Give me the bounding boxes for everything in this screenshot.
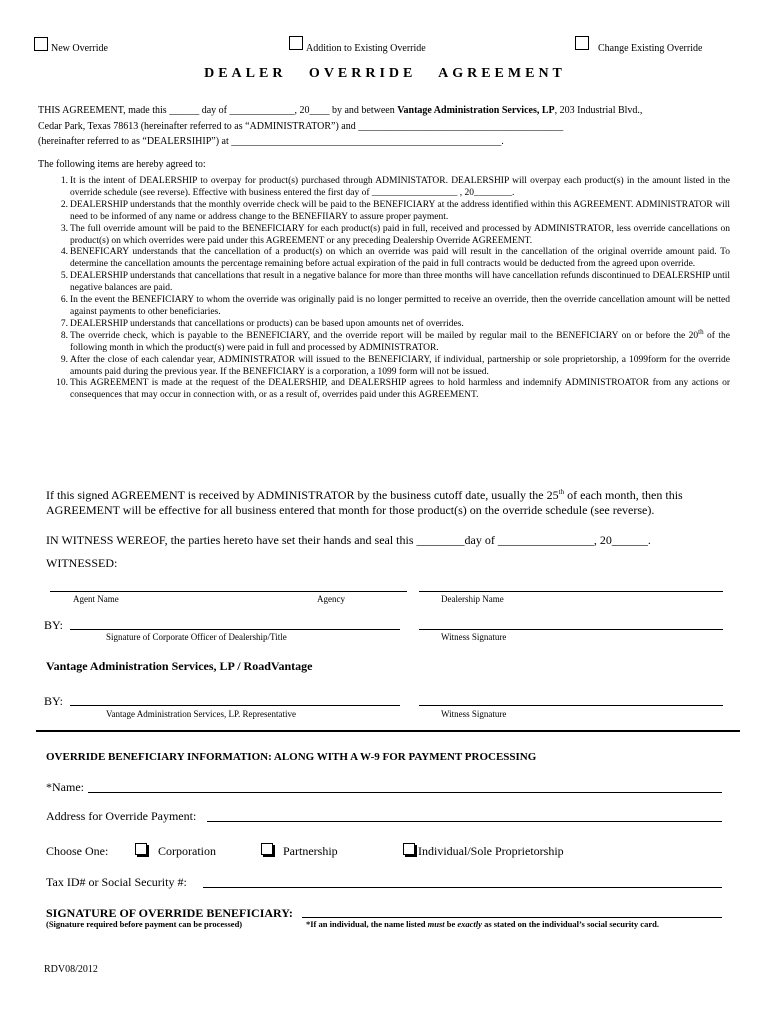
list-item: 2. DEALERSHIP understands that the monthly override check will be paid to the BENEFICIARY at the address identified within this AGREEMENT. ADMINISTRATOR will need to be informed of any name or address change to the BENEFIIARY to assure proper payment. [60, 199, 730, 222]
list-item: 8. The override check, which is payable to the BENEFICIARY, and the override report will be mailed by regular mail to the BENEFICIARY on or before the 20th of the following month in which the product(s) were paid in full and processed by ADMINISTRATOR. [60, 327, 730, 353]
address-label: Address for Override Payment: [46, 809, 197, 823]
change-override-checkbox[interactable] [575, 36, 589, 50]
agreement-items [38, 176, 730, 402]
corporation-checkbox[interactable] [135, 843, 147, 855]
witness-signature-line-2[interactable] [419, 705, 723, 706]
by-label-1: BY: [44, 618, 63, 632]
individual-note: *If an individual, the name listed must be exactly as stated on the individual’s social security card. [306, 919, 659, 929]
corporate-officer-signature-label: Signature of Corporate Officer of Dealership/Title [106, 632, 287, 642]
list-item: 6. In the event the BENEFICIARY to whom the override was originally paid is no longer permitted to receive an override, then the override cancellation amount will be netted against payments to other beneficiaries. [60, 295, 730, 317]
cutoff-line-1: If this signed AGREEMENT is received by ADMINISTRATOR by the business cutoff date, usually the 25th of each month, then this [46, 488, 683, 502]
intro-company: Vantage Administration Services, LP [397, 105, 555, 116]
intro-text-1a: THIS AGREEMENT, made this ______ day of _____________, 20____ by and between [38, 105, 398, 116]
taxid-field[interactable] [203, 887, 722, 888]
agent-agency-line[interactable] [50, 591, 407, 592]
name-field[interactable] [88, 792, 722, 793]
agreed-heading: The following items are hereby agreed to: [38, 159, 206, 170]
addition-override-label: Addition to Existing Override [306, 43, 426, 54]
witness-signature-label-1: Witness Signature [441, 632, 507, 642]
by-label-2: BY: [44, 694, 63, 708]
form-code: RDV08/2012 [44, 964, 98, 975]
document-title: DEALER OVERRIDE AGREEMENT [204, 66, 566, 81]
witness-signature-label-2: Witness Signature [441, 709, 507, 719]
partnership-label: Partnership [283, 844, 338, 858]
signature-heading: SIGNATURE OF OVERRIDE BENEFICIARY: [46, 906, 293, 920]
vantage-representative-line[interactable] [70, 705, 400, 706]
change-override-label: Change Existing Override [598, 43, 703, 54]
agency-label: Agency [317, 594, 345, 604]
witnessed-label: WITNESSED: [46, 556, 118, 570]
intro-line-2: Cedar Park, Texas 78613 (hereinafter referred to as “ADMINISTRATOR”) and _________________________________________ [38, 121, 564, 132]
agent-name-label: Agent Name [73, 594, 119, 604]
list-item: 5. DEALERSHIP understands that cancellations that result in a negative balance for more than three months will have cancellation refunds discontinued to DEALERSHIP until negative balances are paid. [60, 271, 730, 294]
list-item: 4. BENEFICARY understands that the cancellation of a product(s) on which an override was paid will result in the cancellation of the original override amount paid. To determine the cancellation amounts the percentage remaining before actual expiration of the paid in full contracts would be deducted from the agreed upon override. [60, 247, 730, 270]
dealership-name-label: Dealership Name [441, 594, 504, 604]
partnership-checkbox[interactable] [261, 843, 273, 855]
list-item: 3. The full override amount will be paid to the BENEFICIARY for each product(s) paid in full, received and processed by ADMINISTRATOR, less override cancellations on product(s) on which overrides were paid under this AGREEMENT or any preceding Dealership Override AGREEMENT. [60, 223, 730, 246]
intro-text-1b: , 203 Industrial Blvd., [554, 105, 643, 116]
list-item: 9. After the close of each calendar year, ADMINISTRATOR will issued to the BENEFICIARY, if individual, partnership or sole proprietorship, a 1099form for the override amounts paid during the previous year. If the BENEFICIARY is a corporation, a 1099 form will not be issued. [60, 354, 730, 377]
choose-one-label: Choose One: [46, 844, 109, 858]
beneficiary-signature-line[interactable] [302, 917, 722, 918]
list-item: 1. It is the intent of DEALERSHIP to overpay for product(s) purchased through ADMINISTATOR. DEALERSHIP will overpay each product(s) in the amount listed in the override schedule (see reverse). Effective with business entered the first day of __________________ , 20________. [60, 176, 730, 198]
corporate-officer-signature-line[interactable] [70, 629, 400, 630]
new-override-checkbox[interactable] [34, 37, 48, 51]
individual-label: Individual/Sole Proprietorship [418, 844, 564, 858]
intro-line-1 [38, 104, 738, 117]
name-label: *Name: [46, 780, 84, 794]
addition-override-checkbox[interactable] [289, 36, 303, 50]
beneficiary-heading: OVERRIDE BENEFICIARY INFORMATION: ALONG WITH A W-9 FOR PAYMENT PROCESSING [46, 751, 537, 763]
list-item: 7. DEALERSHIP understands that cancellations or products) can be based upon amounts net of overrides. [60, 318, 464, 329]
signature-note: (Signature required before payment can be processed) [46, 919, 243, 929]
new-override-label: New Override [51, 43, 108, 54]
witness-line: IN WITNESS WEREOF, the parties hereto have set their hands and seal this ________day of ________________, 20______. [46, 533, 651, 547]
corporation-label: Corporation [158, 844, 216, 858]
dealership-name-line[interactable] [419, 591, 723, 592]
vantage-heading: Vantage Administration Services, LP / RoadVantage [46, 659, 313, 673]
list-item: 10. This AGREEMENT is made at the request of the DEALERSHIP, and DEALERSHIP agrees to hold harmless and indemnify ADMINISTROATOR from any actions or consequences that may occur in connection with, or as a result of, overrides paid under this AGREEMENT. [56, 378, 730, 401]
intro-line-3: (hereinafter referred to as “DEALERSIHIP”) at ______________________________________________________. [38, 136, 504, 147]
address-field[interactable] [207, 821, 722, 822]
witness-signature-line-1[interactable] [419, 629, 723, 630]
cutoff-line-2: AGREEMENT will be effective for all business entered that month for those product(s) on the override schedule (see reverse). [46, 503, 655, 517]
section-divider [36, 730, 740, 732]
taxid-label: Tax ID# or Social Security #: [46, 875, 187, 889]
individual-checkbox[interactable] [403, 843, 415, 855]
vantage-representative-label: Vantage Administration Services, LP. Representative [106, 709, 296, 719]
